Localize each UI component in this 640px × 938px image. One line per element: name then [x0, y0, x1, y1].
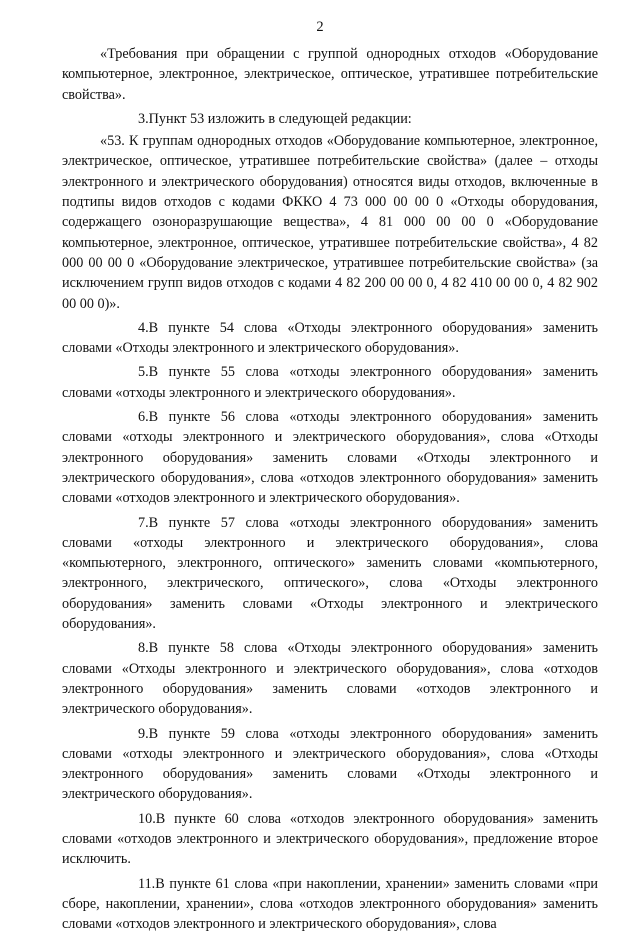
paragraph-text: «Требования при обращении с группой однородных отходов «Оборудование компьютерное, электронное, электрическое, оптическое, утратившее потребительские свойства».	[62, 46, 598, 103]
paragraph-text: В пункте 61 слова «при накоплении, хранении» заменить словами «при сборе, накоплении, хранении», слова «отходов электронного оборудования» заменить словами «отходов электронного и электрического оборудования», слова	[62, 875, 598, 933]
paragraph-text: «53. К группам однородных отходов «Оборудование компьютерное, электронное, электрическое, оптическое, утратившее потребительские свойства» (далее – отходы электронного и электрического оборудования) относятся виды отходов, включенные в подтипы видов отходов с кодами ФККО 4 73 000 00 00 0 «Отходы оборудования, содержащего озоноразрушающие вещества», 4 81 000 00 00 0 «Оборудование компьютерное, электронное, оптическое, утратившее потребительские свойства», 4 82 000 00 00 0 «Оборудование электрическое, утратившее потребительские свойства» (за исключением групп видов отходов с кодами 4 82 200 00 00 0, 4 82 410 00 00 0, 4 82 902 00 00 0)».	[62, 133, 598, 312]
item-number: 9.	[138, 725, 149, 742]
paragraph-text: В пункте 60 слова «отходов электронного оборудования» заменить словами «отходов электронного и электрического оборудования», предложение второе исключить.	[62, 810, 598, 868]
item-number: 11.	[138, 875, 156, 892]
paragraph-7	[62, 513, 598, 635]
paragraph-3	[62, 109, 598, 129]
paragraph-text: В пункте 57 слова «отходы электронного оборудования» заменить словами «отходы электронного и электрического оборудования», слова «компьютерного, электронного, оптического» заменить словами «компьютерного, электронного, электрического, оптического», слова «Отходы электронного оборудования» заменить словами «Отходы электронного и электрического оборудования».	[62, 514, 598, 633]
paragraph-text: В пункте 54 слова «Отходы электронного оборудования» заменить словами «Отходы электронного и электрического оборудования».	[62, 319, 598, 357]
paragraph-10	[62, 809, 598, 870]
paragraph-6	[62, 407, 598, 508]
paragraph-text: Пункт 53 изложить в следующей редакции:	[148, 110, 412, 127]
paragraph-text: В пункте 55 слова «отходы электронного оборудования» заменить словами «отходы электронного и электрического оборудования».	[62, 364, 598, 401]
paragraph-text: В пункте 56 слова «отходы электронного оборудования» заменить словами «отходы электронного и электрического оборудования», слова «Отходы электронного оборудования» заменить словами «Отходы электронного и электрического оборудования», слова «отходов электронного оборудования» заменить словами «отходов электронного и электрического оборудования».	[62, 409, 598, 507]
page-number: 2	[316, 19, 324, 35]
paragraph-5	[62, 362, 598, 403]
item-number: 4.	[138, 319, 149, 336]
paragraph-text: В пункте 59 слова «отходы электронного оборудования» заменить словами «отходы электронного и электрического оборудования», слова «Отходы электронного оборудования» заменить словами «Отходы электронного и электрического оборудования».	[62, 725, 598, 803]
item-number: 6.	[138, 409, 149, 426]
paragraph-4	[62, 318, 598, 359]
item-number: 7.	[138, 514, 149, 531]
item-number: 10.	[138, 810, 156, 827]
document-body	[62, 44, 598, 938]
paragraph-53-quote	[62, 131, 598, 314]
paragraph-9	[62, 724, 598, 805]
paragraph-text: В пункте 58 слова «Отходы электронного оборудования» заменить словами «Отходы электронного и электрического оборудования», слова «отходов электронного оборудования» заменить словами «отходов электронного и электрического оборудования».	[62, 640, 598, 718]
item-number: 3.	[138, 110, 149, 127]
paragraph-8	[62, 638, 598, 719]
paragraph-1	[62, 44, 598, 105]
item-number: 8.	[138, 640, 149, 657]
paragraph-11	[62, 874, 598, 935]
item-number: 5.	[138, 364, 149, 381]
